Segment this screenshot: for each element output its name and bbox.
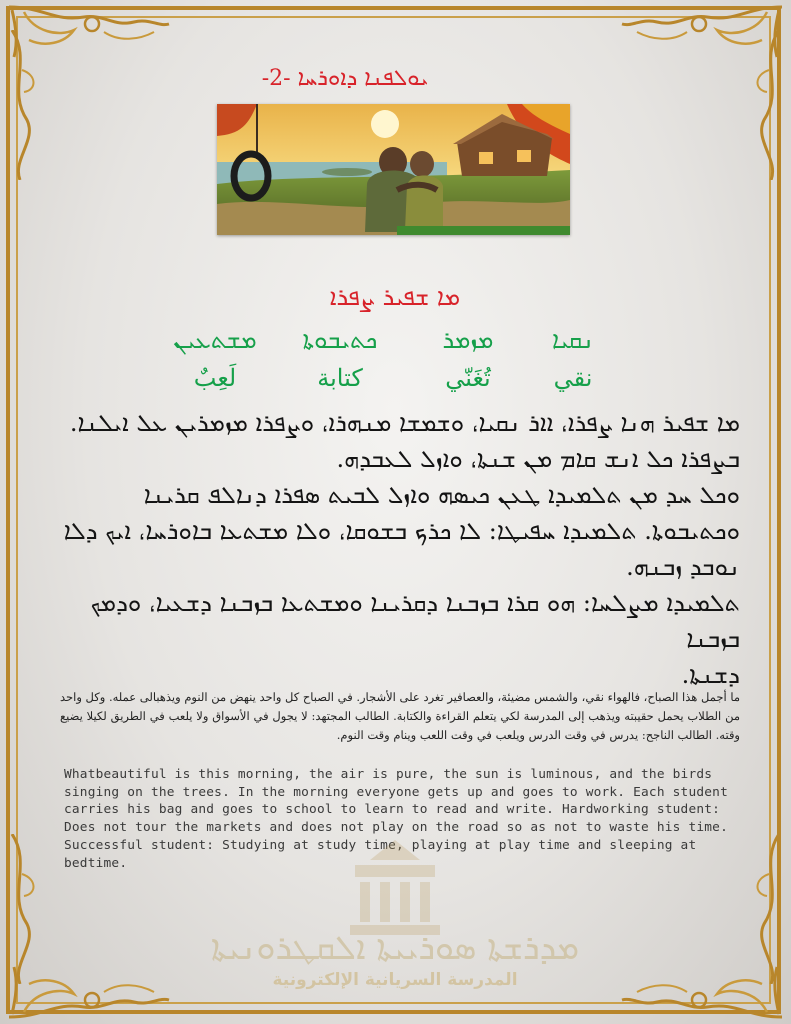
syriac-line: ܢܘܒܕ ܙܒܢܗ. [626, 553, 740, 581]
syriac-paragraph [60, 405, 740, 693]
syriac-line: ܕܫܢܬܐ. [681, 661, 740, 689]
vocab-arabic-word: نقي [553, 364, 593, 392]
vocab-syriac-word: ܢܩܝܐ [551, 326, 595, 354]
lesson-illustration [217, 104, 570, 235]
syriac-line: ܘܟܠ ܚܕ ܡܢ ܬܠܡܝܕܐ ܛܥܢ ܟܝܣܗ ܘܐܙܠ ܠܒܝܬ ܣܦܪܐ ܕܢܐܠܦ ܩܪܝܢܐ [143, 481, 740, 509]
side-ornament-icon [2, 834, 42, 984]
syriac-line: ܘܟܬܝܒܘܬܐ. ܬܠܡܝܕܐ ܚܦܝܛܐ: ܠܐ ܟܪܟ ܒܫܘܩܐ، ܘܠܐ ܡܫܬܥܐ ܒܐܘܪܚܐ، ܐܝܟ ܕܠܐ [63, 517, 740, 545]
syriac-line: ܬܠܡܝܕܐ ܡܨܠܚܐ: ܗܘ ܩܪܐ ܒܙܒܢܐ ܕܩܪܝܢܐ ܘܡܫܬܥܐ ܒܙܒܢܐ ܕܫܥܝܐ، ܘܕܡܟ ܒܙܒܢܐ [90, 589, 740, 653]
english-paragraph: Whatbeautiful is this morning, the air is pure, the sun is luminous, and the birds singing on the trees. In the morning everyone gets up and goes to work. Each student carries his bag and goes to school to learn to read and write. Hardworking student: Does not tour the markets and does not play on the road so as not to waste his time. Successful student: Studying at study time, playing at play time and sleeping at bedtime. [64, 767, 728, 871]
arabic-paragraph: ما أجمل هذا الصباح، فالهواء نقي، والشمس مضيئة، والعصافير تغرد على الأشجار. في الصباح كل واحد ينهض من النوم ويذهبالى عمله. وكل واحد من الطلاب يحمل حقيبته ويذهب إلى المدرسة لكي يتعلم القراءة والكتابة. الطالب المجتهد: لا يجول في الأسواق ولا يلعب في الطريق لكيلا يضيع وقته. الطالب الناجح: يدرس في وقت الدرس ويلعب في وقت اللعب وينام وقت النوم. [60, 690, 740, 742]
lesson-subtitle: ܡܐ ܫܦܝܪ ܨܦܪܐ [329, 283, 461, 311]
vocabulary-syriac-row [173, 326, 600, 360]
vocab-syriac-word: ܡܫܬܥܝܢ [173, 326, 257, 354]
side-ornament-icon [2, 30, 42, 180]
vocab-syriac-word: ܟܬܝܒܘܬܐ [302, 326, 378, 354]
watermark-syriac-text: ܡܕܪܫܬܐ ܣܘܪܝܝܬܐ ܐܠܩܛܪܘܢܝܬܐ [210, 928, 580, 968]
lesson-title: ܝܘܠܦܢܐ ܕܐܘܪܚܐ -2- [261, 66, 429, 91]
vocab-arabic-word: تُغَنّي [445, 364, 491, 392]
side-ornament-icon [749, 834, 789, 984]
side-ornament-icon [749, 30, 789, 180]
vocabulary-arabic-row [193, 364, 600, 398]
syriac-line: ܒܨܦܪܐ ܟܠ ܐܢܫ ܩܐܡ ܡܢ ܫܢܬܐ، ܘܐܙܠ ܠܥܒܕܗ. [336, 445, 740, 473]
vocab-arabic-word: لَعِبٌ [193, 364, 237, 392]
watermark-arabic-text: المدرسة السريانية الإلكترونية [272, 970, 518, 990]
vocab-syriac-word: ܡܙܡܪ [442, 326, 494, 354]
vocab-arabic-word: كتابة [317, 364, 363, 392]
syriac-line: ܡܐ ܫܦܝܪ ܗܢܐ ܨܦܪܐ، ܐܐܪ ܢܩܝܐ، ܘܫܡܫܐ ܡܢܗܪܐ، ܘܨܦܪܐ ܡܙܡܪܝܢ ܥܠ ܐܝܠܢܐ. [69, 409, 740, 437]
